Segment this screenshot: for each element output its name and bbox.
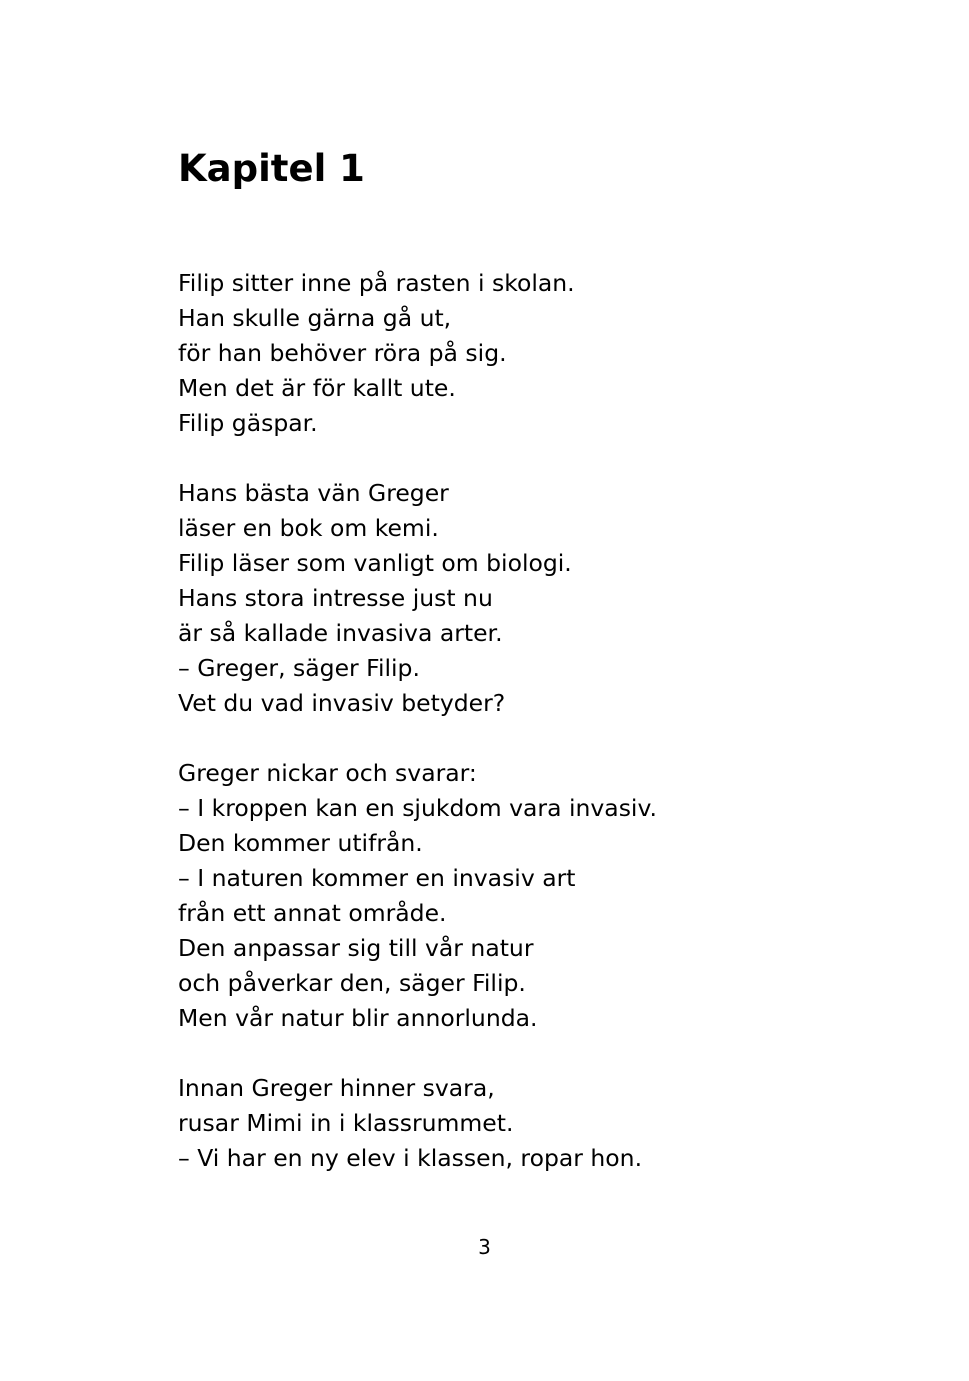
text-line: Han skulle gärna gå ut, [178, 304, 452, 332]
text-line: för han behöver röra på sig. [178, 339, 507, 367]
text-line: Vet du vad invasiv betyder? [178, 689, 506, 717]
text-line: och påverkar den, säger Filip. [178, 969, 526, 997]
text-line: Den anpassar sig till vår natur [178, 934, 534, 962]
page-number: 3 [478, 1235, 491, 1259]
text-line: Filip gäspar. [178, 409, 318, 437]
stanza-3 [178, 756, 898, 1036]
text-line: Men det är för kallt ute. [178, 374, 456, 402]
chapter-title: Kapitel 1 [178, 147, 365, 190]
stanza-1 [178, 266, 898, 441]
text-line: läser en bok om kemi. [178, 514, 439, 542]
stanza-2 [178, 476, 898, 721]
dialogue-line: – I kroppen kan en sjukdom vara invasiv. [178, 794, 658, 822]
text-line: Men vår natur blir annorlunda. [178, 1004, 538, 1032]
text-line: rusar Mimi in i klassrummet. [178, 1109, 514, 1137]
text-line: Greger nickar och svarar: [178, 759, 477, 787]
text-line: Hans bästa vän Greger [178, 479, 449, 507]
dialogue-line: – I naturen kommer en invasiv art [178, 864, 576, 892]
body-text [178, 266, 898, 1211]
text-line: Filip sitter inne på rasten i skolan. [178, 269, 575, 297]
text-line: från ett annat område. [178, 899, 447, 927]
dialogue-line: – Greger, säger Filip. [178, 654, 420, 682]
text-line: Den kommer utifrån. [178, 829, 423, 857]
text-line: Hans stora intresse just nu [178, 584, 493, 612]
text-line: Filip läser som vanligt om biologi. [178, 549, 572, 577]
text-line: Innan Greger hinner svara, [178, 1074, 495, 1102]
dialogue-line: – Vi har en ny elev i klassen, ropar hon. [178, 1144, 643, 1172]
text-line: är så kallade invasiva arter. [178, 619, 503, 647]
stanza-4 [178, 1071, 898, 1176]
